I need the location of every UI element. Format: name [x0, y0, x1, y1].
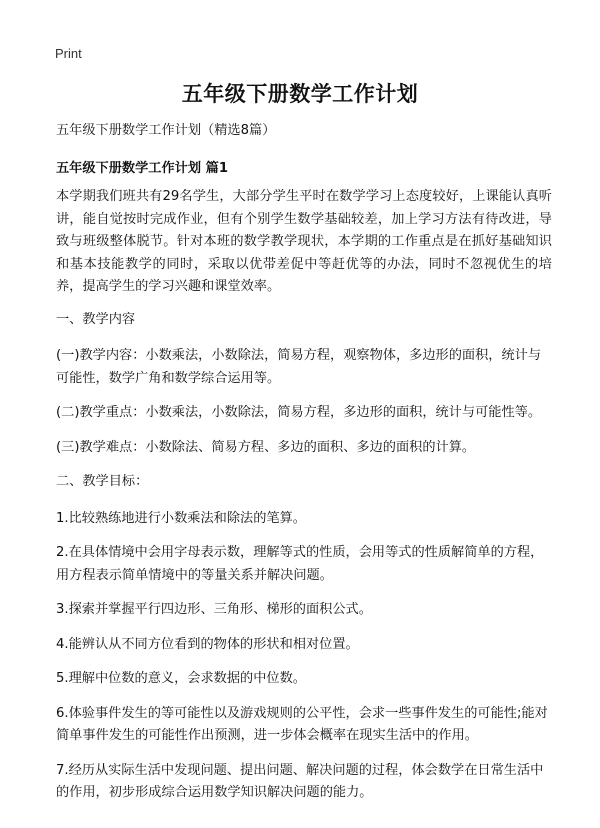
teaching-difficulty-paragraph: (三)教学难点：小数除法、简易方程、多边的面积、多边的面积的计算。	[56, 439, 476, 455]
teaching-focus-paragraph: (二)教学重点：小数乘法，小数除法，简易方程，多边形的面积，统计与可能性等。	[56, 405, 542, 420]
goal-item: 4.能辨认从不同方位看到的物体的形状和相对位置。	[56, 636, 359, 652]
intro-paragraph: 本学期我们班共有29名学生，大部分学生平时在数学学习上态度较好，上课能认真听讲，能自觉按时完成作业，但有个别学生数学基础较差，加上学习方法有待改进，导致与班级整体脱节。针对本班的数学教学现状，本学期的工作重点是在抓好基础知识和基本技能教学的同时，采取以优带差促中等赶优等的办法，同时不忽视优生的培养，提高学生的学习兴趣和课堂效率。	[56, 189, 552, 294]
part2-heading: 二、教学目标：	[56, 474, 149, 489]
goal-item: 7.经历从实际生活中发现问题、提出问题、解决问题的过程，体会数学在日常生活中的作用，初步形成综合运用数学知识解决问题的能力。	[56, 762, 544, 800]
goal-item: 2.在具体情境中会用字母表示数，理解等式的性质，会用等式的性质解简单的方程，用方程表示简单情境中的等量关系并解决问题。	[56, 545, 544, 583]
document-body	[56, 120, 552, 817]
goal-item: 1.比较熟练地进行小数乘法和除法的笔算。	[56, 510, 306, 526]
goal-item: 6.体验事件发生的等可能性以及游戏规则的公平性，会求一些事件发生的可能性;能对简单事件发生的可能性作出预测，进一步体会概率在现实生活中的作用。	[56, 705, 548, 743]
document-subtitle: 五年级下册数学工作计划（精选8篇）	[56, 123, 276, 138]
part1-heading: 一、教学内容	[56, 311, 136, 327]
print-link[interactable]: Print	[55, 46, 82, 61]
goal-item: 3.探索并掌握平行四边形、三角形、梯形的面积公式。	[56, 602, 372, 617]
goal-item: 5.理解中位数的意义，会求数据的中位数。	[56, 671, 306, 686]
teaching-content-paragraph: (一)教学内容：小数乘法，小数除法，简易方程，观察物体，多边形的面积，统计与可能性，数学广角和数学综合运用等。	[56, 348, 542, 386]
document-title: 五年级下册数学工作计划	[181, 82, 419, 106]
section-heading: 五年级下册数学工作计划 篇1	[56, 160, 229, 176]
